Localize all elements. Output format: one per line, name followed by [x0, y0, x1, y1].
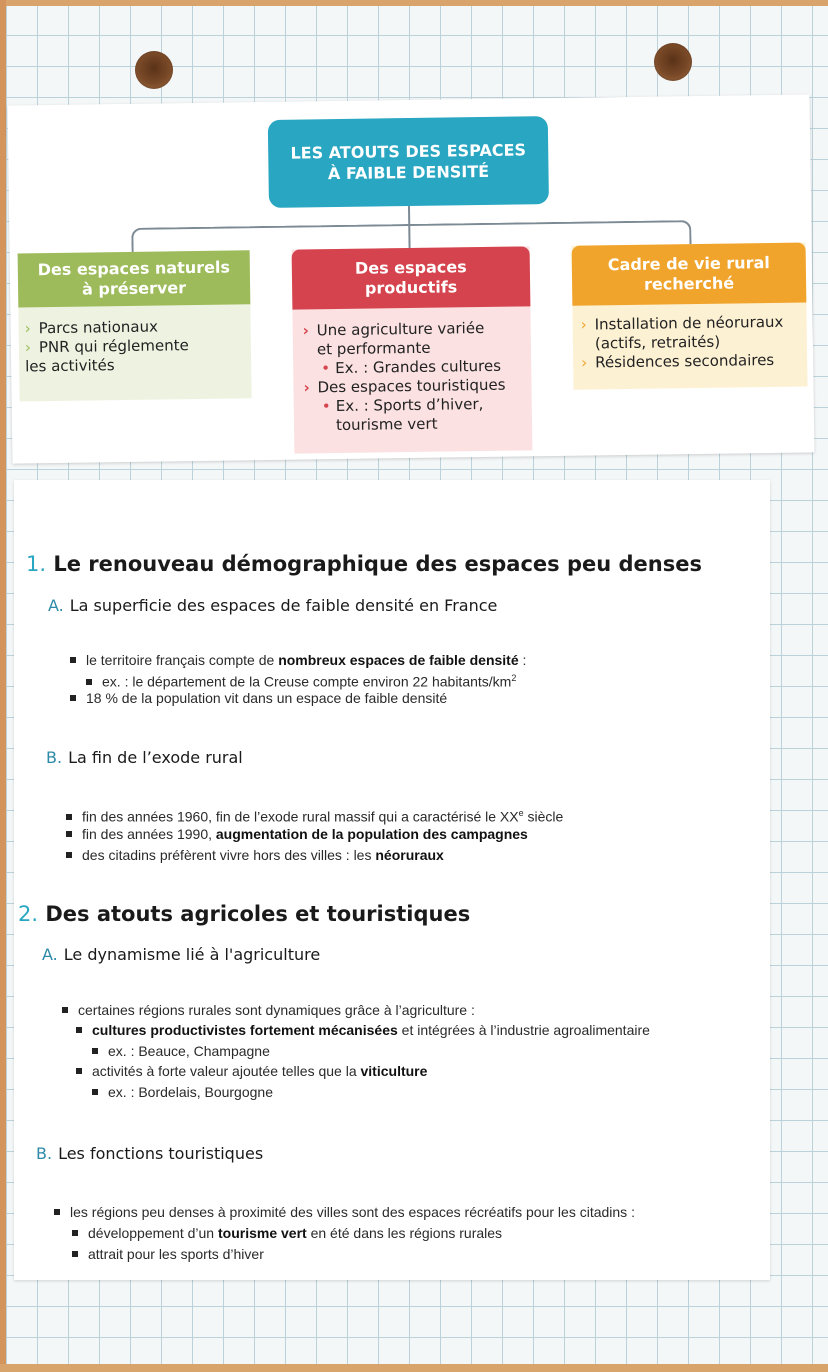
square-bullet-icon: [72, 1251, 78, 1257]
col3-head-line1: Cadre de vie rural: [607, 252, 770, 275]
bullet-dot-icon: •: [321, 397, 331, 416]
paper-bottom-edge: [0, 1364, 828, 1372]
list-item: › PNR qui réglemente: [24, 336, 189, 357]
section-2a-title: Le dynamisme lié à l'agriculture: [63, 945, 321, 964]
list-item-continued: et performante: [316, 338, 431, 359]
bullet-2a-4: activités à forte valeur ajoutée telles que la viticulture: [76, 1063, 427, 1080]
bullet-1a-1: le territoire français compte de nombreux espaces de faible densité :: [70, 652, 526, 669]
list-item: › Résidences secondaires: [581, 350, 775, 372]
punch-hole-left: [135, 51, 173, 89]
chevron-right-icon: ›: [580, 315, 587, 334]
section-1-number: 1.: [26, 552, 47, 576]
list-item-continued: les activités: [25, 356, 115, 376]
section-1-heading: [26, 552, 702, 576]
square-bullet-icon: [76, 1068, 82, 1074]
notes-sheet: [14, 480, 770, 1280]
punch-hole-right: [654, 43, 692, 81]
chevron-right-icon: ›: [24, 338, 32, 357]
square-bullet-icon: [72, 1230, 78, 1236]
section-2-number: 2.: [18, 902, 39, 926]
bullet-1a-1-sub: ex. : le département de la Creuse compte environ 22 habitants/$km^2$: [86, 670, 516, 691]
col3-head-line2: recherché: [643, 273, 735, 294]
section-2a-heading: [42, 945, 320, 964]
col2-list: [303, 318, 533, 435]
connector-trunk: [408, 206, 410, 224]
sub-item-continued: tourisme vert: [335, 414, 438, 435]
col1-list: [25, 316, 248, 376]
square-bullet-icon: [70, 657, 76, 663]
list-item-continued: (actifs, retraités): [594, 332, 721, 353]
chevron-right-icon: ›: [302, 321, 310, 340]
chevron-right-icon: ›: [24, 319, 31, 338]
list-item: › Une agriculture variée: [302, 318, 485, 340]
section-1b-title: La fin de l’exode rural: [68, 748, 243, 767]
col3-list: [581, 312, 808, 372]
square-bullet-icon: [62, 1007, 68, 1013]
col3-heading: [572, 242, 807, 305]
bullet-1b-3: des citadins préfèrent vivre hors des villes : les néoruraux: [66, 847, 444, 864]
paper-top-edge: [0, 0, 828, 6]
square-bullet-icon: [76, 1027, 82, 1033]
sub-item: • Ex. : Grandes cultures: [321, 356, 502, 378]
section-1b-letter: B.: [46, 748, 63, 767]
bullet-1a-2: 18 % de la population vit dans un espace de faible densité: [70, 690, 447, 707]
square-bullet-icon: [54, 1209, 60, 1215]
bullet-2a-1: certaines régions rurales sont dynamiques grâce à l’agriculture :: [62, 1002, 475, 1019]
col2-head-line1: Des espaces: [354, 257, 467, 278]
square-bullet-icon: [66, 814, 72, 820]
section-2b-letter: B.: [36, 1144, 53, 1163]
col2-head-line2: productifs: [364, 277, 458, 298]
section-2-heading: [18, 902, 470, 926]
bullet-2a-5: ex. : Bordelais, Bourgogne: [92, 1084, 273, 1101]
bullet-2b-2: développement d’un tourisme vert en été dans les régions rurales: [72, 1225, 502, 1242]
connector-middle: [408, 224, 410, 248]
col1-heading: [18, 250, 251, 307]
diagram-card: [8, 94, 815, 463]
section-1a-heading: [48, 596, 497, 615]
square-bullet-icon: [92, 1048, 98, 1054]
square-bullet-icon: [92, 1089, 98, 1095]
bullet-1b-2: fin des années 1990, augmentation de la population des campagnes: [66, 826, 528, 843]
sub-item: • Ex. : Sports d’hiver,: [321, 395, 484, 416]
square-bullet-icon: [70, 695, 76, 701]
square-bullet-icon: [86, 679, 92, 685]
diagram-title-line1: LES ATOUTS DES ESPACES: [290, 140, 527, 163]
list-item: › Parcs nationaux: [24, 317, 159, 338]
section-2b-heading: [36, 1144, 263, 1163]
col2-heading: [292, 246, 531, 309]
diagram-title: [268, 116, 549, 208]
bullet-2a-3: ex. : Beauce, Champagne: [92, 1043, 270, 1060]
bullet-dot-icon: •: [321, 359, 331, 378]
paper-left-edge: [0, 0, 6, 1372]
bullet-1b-1: fin des années 1960, fin de l’exode rural massif qui a caractérisé le XXe siècle: [66, 805, 563, 826]
bullet-2b-3: attrait pour les sports d’hiver: [72, 1246, 264, 1263]
bullet-2a-2: cultures productivistes fortement mécanisées et intégrées à l’industrie agroalimentaire: [76, 1022, 650, 1039]
chevron-right-icon: ›: [581, 353, 588, 372]
chevron-right-icon: ›: [303, 378, 310, 397]
diagram-title-line2: À FAIBLE DENSITÉ: [327, 161, 490, 184]
col1-head-line2: à préserver: [81, 278, 187, 299]
section-2-title: Des atouts agricoles et touristiques: [45, 902, 471, 926]
col1-head-line1: Des espaces naturels: [37, 257, 231, 280]
section-2a-letter: A.: [42, 945, 58, 964]
square-bullet-icon: [66, 831, 72, 837]
section-1-title: Le renouveau démographique des espaces peu denses: [53, 552, 702, 576]
square-bullet-icon: [66, 852, 72, 858]
bullet-2b-1: les régions peu denses à proximité des villes sont des espaces récréatifs pour les citadins :: [54, 1204, 635, 1221]
section-1a-letter: A.: [48, 596, 64, 615]
section-1a-title: La superficie des espaces de faible densité en France: [69, 596, 498, 615]
section-1b-heading: [46, 748, 243, 767]
list-item: › Installation de néoruraux: [580, 312, 784, 334]
list-item: › Des espaces touristiques: [303, 375, 506, 397]
section-2b-title: Les fonctions touristiques: [58, 1144, 264, 1163]
